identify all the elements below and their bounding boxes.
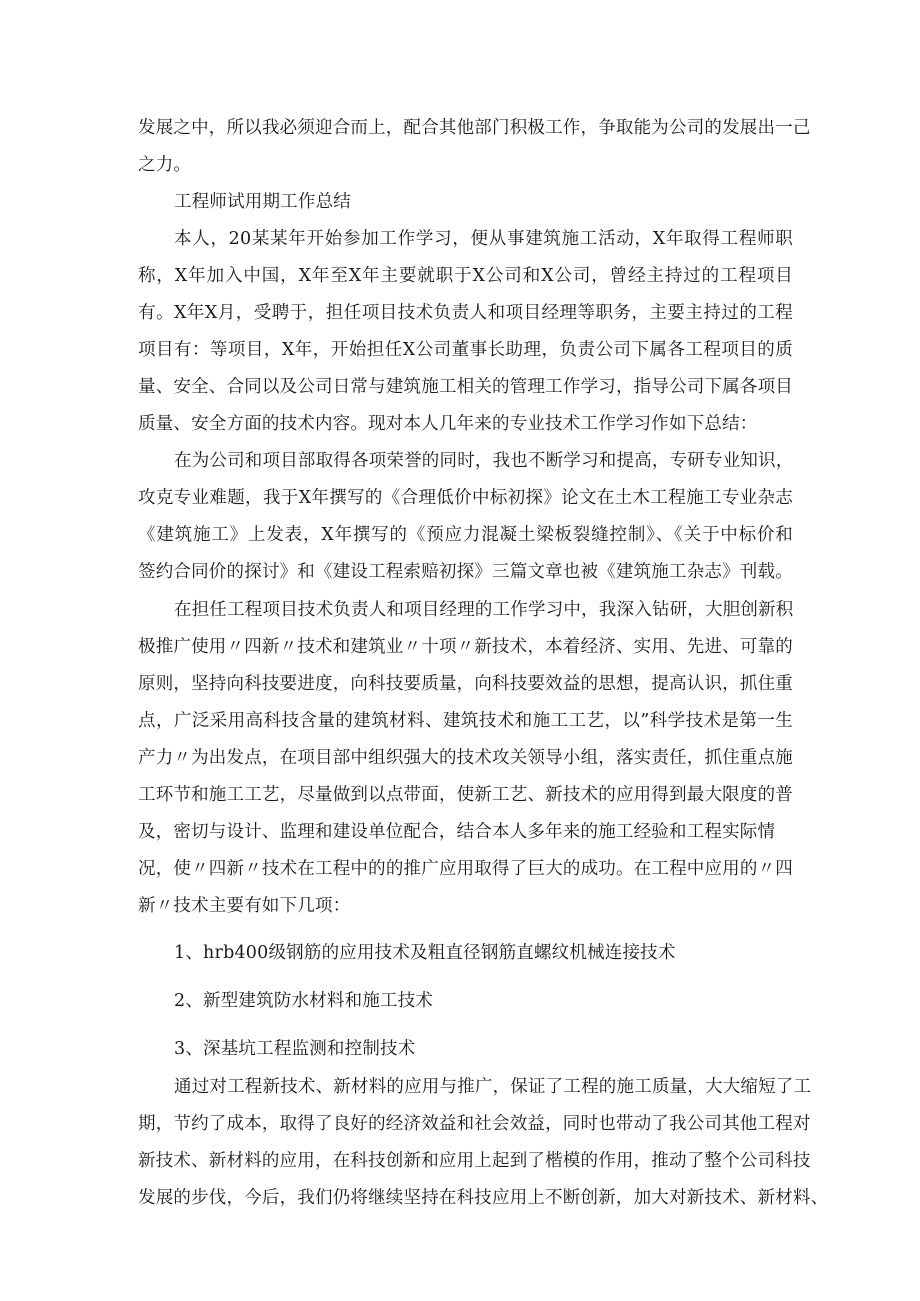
text-line: 新技术、新材料的应用，在科技创新和应用上起到了楷模的作用，推动了整个公司科技 (138, 1151, 811, 1171)
text-line: 期，节约了成本，取得了良好的经济效益和社会效益，同时也带动了我公司其他工程对 (138, 1114, 811, 1134)
list-item: 1、hrb400级钢筋的应用技术及粗直径钢筋直螺纹机械连接技术 (174, 943, 676, 963)
text-line: 量、安全、合同以及公司日常与建筑施工相关的管理工作学习，指导公司下属各项目 (138, 377, 793, 397)
text-line: 极推广使用〃四新〃技术和建筑业〃十项〃新技术，本着经济、实用、先进、可靠的 (138, 637, 793, 657)
text-line: 点，广泛采用高科技含量的建筑材料、建筑技术和施工工艺，以”科学技术是第一生 (138, 711, 793, 731)
text-line: 发展之中，所以我必须迎合而上，配合其他部门积极工作，争取能为公司的发展出一己 (138, 118, 811, 138)
text-line: 工环节和施工工艺，尽量做到以点带面，使新工艺、新技术的应用得到最大限度的普 (138, 785, 793, 805)
text-line: 发展的步伐，今后，我们仍将继续坚持在科技应用上不断创新，加大对新技术、新材料、 (138, 1188, 829, 1208)
text-line: 之力。 (138, 155, 192, 175)
section-heading: 工程师试用期工作总结 (174, 192, 351, 212)
text-line: 及，密切与设计、监理和建设单位配合，结合本人多年来的施工经验和工程实际情 (138, 822, 776, 842)
text-line: 项目有：等项目，X年，开始担任X公司董事长助理，负责公司下属各工程项目的质 (138, 340, 793, 360)
text-line: 签约合同价的探讨》和《建设工程索赔初探》三篇文章也被《建筑施工杂志》刊载。 (138, 562, 793, 582)
text-line: 原则，坚持向科技要进度，向科技要质量，向科技要效益的思想，提高认识，抓住重 (138, 674, 793, 694)
text-line: 《建筑施工》上发表，X年撰写的《预应力混凝土梁板裂缝控制》、《关于中标价和 (138, 525, 793, 545)
text-line: 有。X年X月，受聘于，担任项目技术负责人和项目经理等职务，主要主持过的工程 (138, 303, 793, 323)
text-line: 攻克专业难题，我于X年撰写的《合理低价中标初探》论文在土木工程施工专业杂志 (138, 488, 793, 508)
list-item: 2、新型建筑防水材料和施工技术 (174, 991, 434, 1011)
text-line: 况，使〃四新〃技术在工程中的的推广应用取得了巨大的成功。在工程中应用的〃四 (138, 859, 793, 879)
text-line: 本人，20某某年开始参加工作学习，便从事建筑施工活动，X年取得工程师职 (174, 229, 793, 249)
text-line: 质量、安全方面的技术内容。现对本人几年来的专业技术工作学习作如下总结： (138, 414, 758, 434)
text-line: 称，X年加入中国，X年至X年主要就职于X公司和X公司，曾经主持过的工程项目 (138, 266, 793, 286)
list-item: 3、深基坑工程监测和控制技术 (174, 1039, 416, 1059)
text-line: 产力〃为出发点，在项目部中组织强大的技术攻关领导小组，落实责任，抓住重点施 (138, 748, 793, 768)
text-line: 通过对工程新技术、新材料的应用与推广，保证了工程的施工质量，大大缩短了工 (174, 1077, 812, 1097)
text-line: 在为公司和项目部取得各项荣誉的同时，我也不断学习和提高，专研专业知识， (174, 451, 794, 471)
text-line: 在担任工程项目技术负责人和项目经理的工作学习中，我深入钻研，大胆创新积 (174, 600, 794, 620)
text-line: 新〃技术主要有如下几项： (138, 896, 351, 916)
